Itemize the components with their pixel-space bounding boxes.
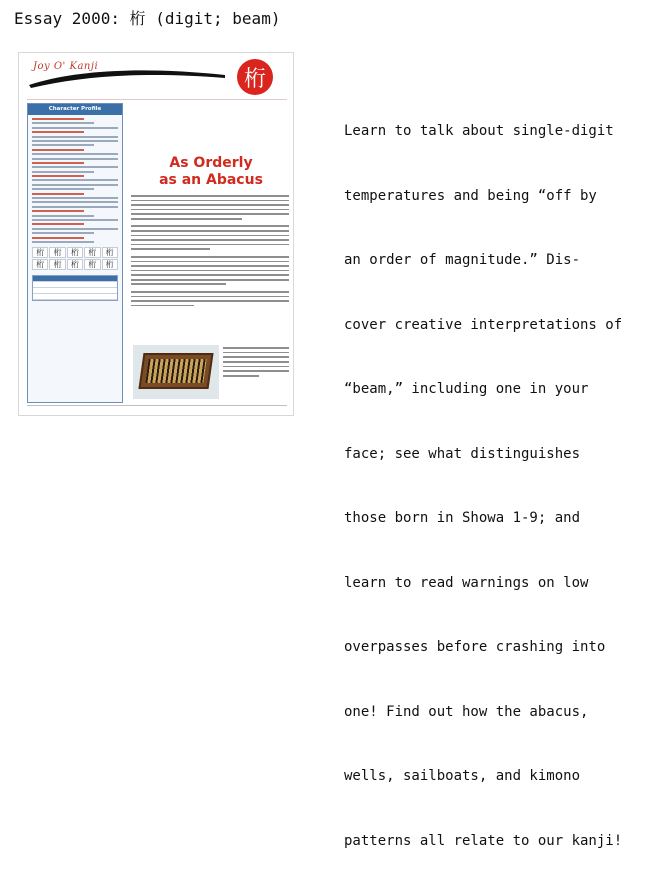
stroke-cell: 桁 xyxy=(32,247,48,258)
description-line: learn to read warnings on low xyxy=(344,574,589,591)
stroke-cell: 桁 xyxy=(102,247,118,258)
description-line: Learn to talk about single-digit xyxy=(344,123,614,139)
description-line: one! Find out how the abacus, xyxy=(344,703,589,720)
stroke-cell: 桁 xyxy=(67,259,83,270)
sidebar-text xyxy=(28,115,122,243)
description-line: those born in Showa 1-9; and xyxy=(344,510,581,526)
brand-logo: Joy O' Kanji xyxy=(33,61,99,72)
photo-caption xyxy=(223,347,289,380)
description-line: temperatures and being “off by xyxy=(344,187,597,204)
stroke-order-grid xyxy=(32,247,118,270)
stroke-cell: 桁 xyxy=(67,247,83,258)
abacus-photo xyxy=(133,345,219,399)
abacus-icon xyxy=(138,353,213,389)
header-rule xyxy=(27,99,287,100)
article-title xyxy=(137,155,285,189)
stroke-cell: 桁 xyxy=(84,247,100,258)
stroke-cell: 桁 xyxy=(49,259,65,270)
sidebar-heading: Character Profile xyxy=(28,104,122,115)
article-body-text xyxy=(131,195,289,309)
kanji-badge: 桁 xyxy=(237,59,273,95)
description-line: face; see what distinguishes xyxy=(344,445,581,462)
article-title-line: as an Abacus xyxy=(159,172,263,188)
essay-title: Essay 2000: 桁 (digit; beam) xyxy=(14,9,281,28)
description-line: overpasses before crashing into xyxy=(344,639,606,655)
description-line: wells, sailboats, and kimono xyxy=(344,768,581,784)
read-aloud-table xyxy=(32,275,118,301)
stroke-cell: 桁 xyxy=(84,259,100,270)
description-line: cover creative interpretations of xyxy=(344,316,623,333)
stroke-cell: 桁 xyxy=(32,259,48,270)
stroke-cell: 桁 xyxy=(102,259,118,270)
description-line: “beam,” including one in your xyxy=(344,381,589,397)
description-line: patterns all relate to our kanji! xyxy=(344,832,623,849)
article-title-line: As Orderly xyxy=(169,155,253,171)
essay-description xyxy=(344,78,644,874)
page-footer xyxy=(27,405,287,409)
description-line: an order of magnitude.” Dis- xyxy=(344,252,581,268)
stroke-cell: 桁 xyxy=(49,247,65,258)
character-profile-sidebar xyxy=(27,103,123,403)
essay-thumbnail[interactable] xyxy=(18,52,294,416)
